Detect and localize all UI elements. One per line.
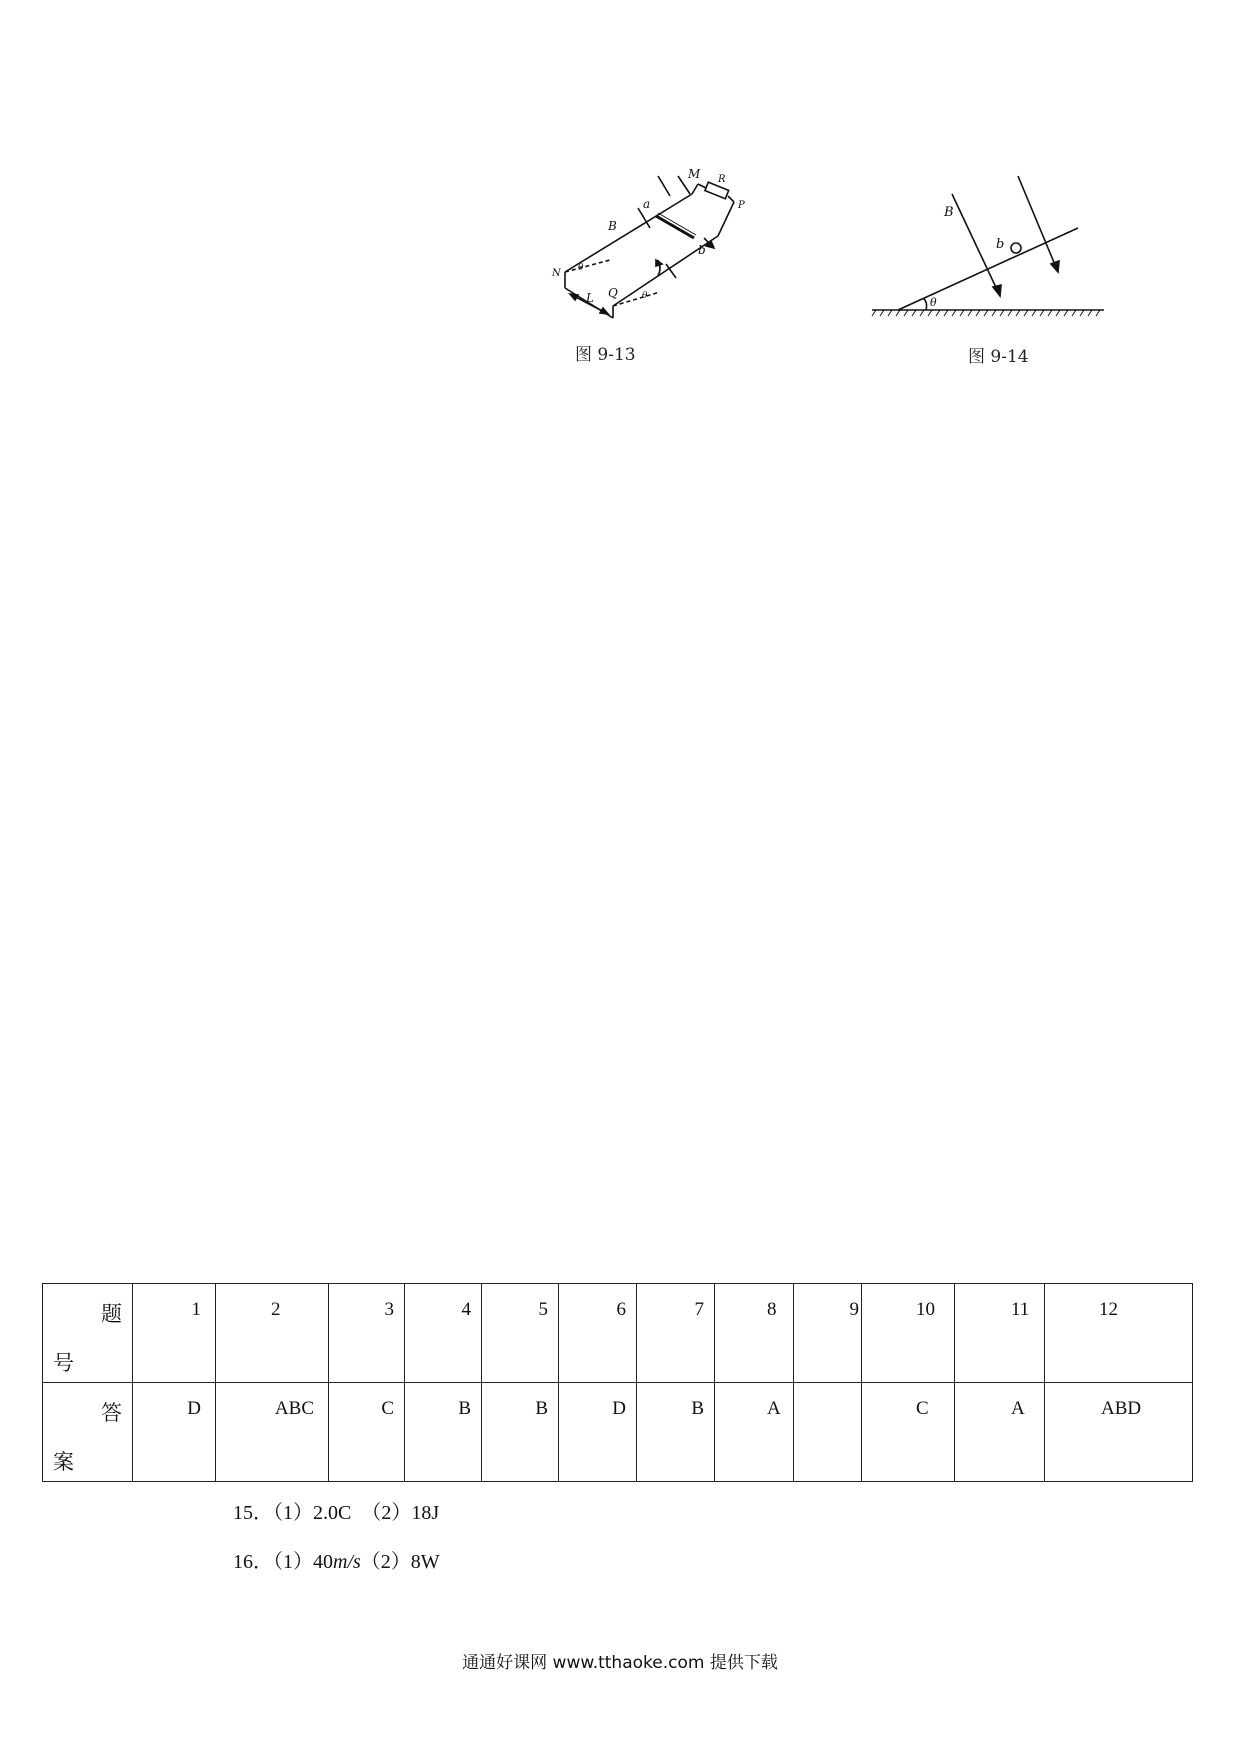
label-B: B: [608, 219, 617, 233]
question-number: 2: [216, 1284, 329, 1383]
label-b: b: [698, 243, 706, 257]
row-header-answer: 答 案: [43, 1383, 133, 1482]
caption-9-13: 图 9-13: [575, 345, 636, 365]
answer-cell: C: [862, 1383, 955, 1482]
figure-9-13: [548, 164, 758, 324]
answer-cell: B: [482, 1383, 559, 1482]
question-number: 11: [955, 1284, 1045, 1383]
caption-9-14: 图 9-14: [968, 347, 1029, 367]
answer-row: [43, 1383, 1193, 1482]
question-number: 5: [482, 1284, 559, 1383]
label-P: P: [738, 200, 745, 211]
rail-diagram: [548, 164, 758, 324]
answer-table: [42, 1283, 1193, 1482]
question-number: 1: [133, 1284, 216, 1383]
figure-9-14: [868, 168, 1108, 328]
answer-cell: [794, 1383, 862, 1482]
answer-line-15: 15．（1）2.0C （2）18J: [233, 1502, 440, 1524]
question-number: 9: [794, 1284, 862, 1383]
label-theta: θ: [930, 296, 937, 309]
label-theta1: θ: [578, 263, 584, 273]
answer-cell: A: [955, 1383, 1045, 1482]
question-number-row: [43, 1284, 1193, 1383]
label-R: R: [718, 174, 726, 185]
label-N: N: [552, 268, 561, 279]
label-L: L: [586, 291, 594, 305]
answer-cell: D: [133, 1383, 216, 1482]
label-Q: Q: [608, 286, 618, 300]
question-number: 3: [329, 1284, 405, 1383]
label-M: M: [688, 167, 701, 181]
answer-cell: C: [329, 1383, 405, 1482]
incline-diagram: [868, 168, 1108, 328]
row-header-question: 题 号: [43, 1284, 133, 1383]
question-number: 7: [637, 1284, 715, 1383]
question-number: 8: [715, 1284, 794, 1383]
answer-cell: A: [715, 1383, 794, 1482]
answer-cell: ABD: [1045, 1383, 1193, 1482]
question-number: 10: [862, 1284, 955, 1383]
answer-cell: D: [559, 1383, 637, 1482]
footer-source: 通通好课网 www.tthaoke.com 提供下载: [462, 1653, 778, 1673]
answer-line-16: 16．（1）40m/s（2）8W: [233, 1551, 440, 1573]
question-number: 4: [405, 1284, 482, 1383]
question-number: 6: [559, 1284, 637, 1383]
label-B: B: [944, 205, 954, 220]
answer-cell: B: [405, 1383, 482, 1482]
label-theta2: θ: [642, 291, 648, 301]
label-b: b: [996, 237, 1005, 252]
answer-cell: B: [637, 1383, 715, 1482]
label-a: a: [643, 197, 651, 211]
answer-cell: ABC: [216, 1383, 329, 1482]
question-number: 12: [1045, 1284, 1193, 1383]
